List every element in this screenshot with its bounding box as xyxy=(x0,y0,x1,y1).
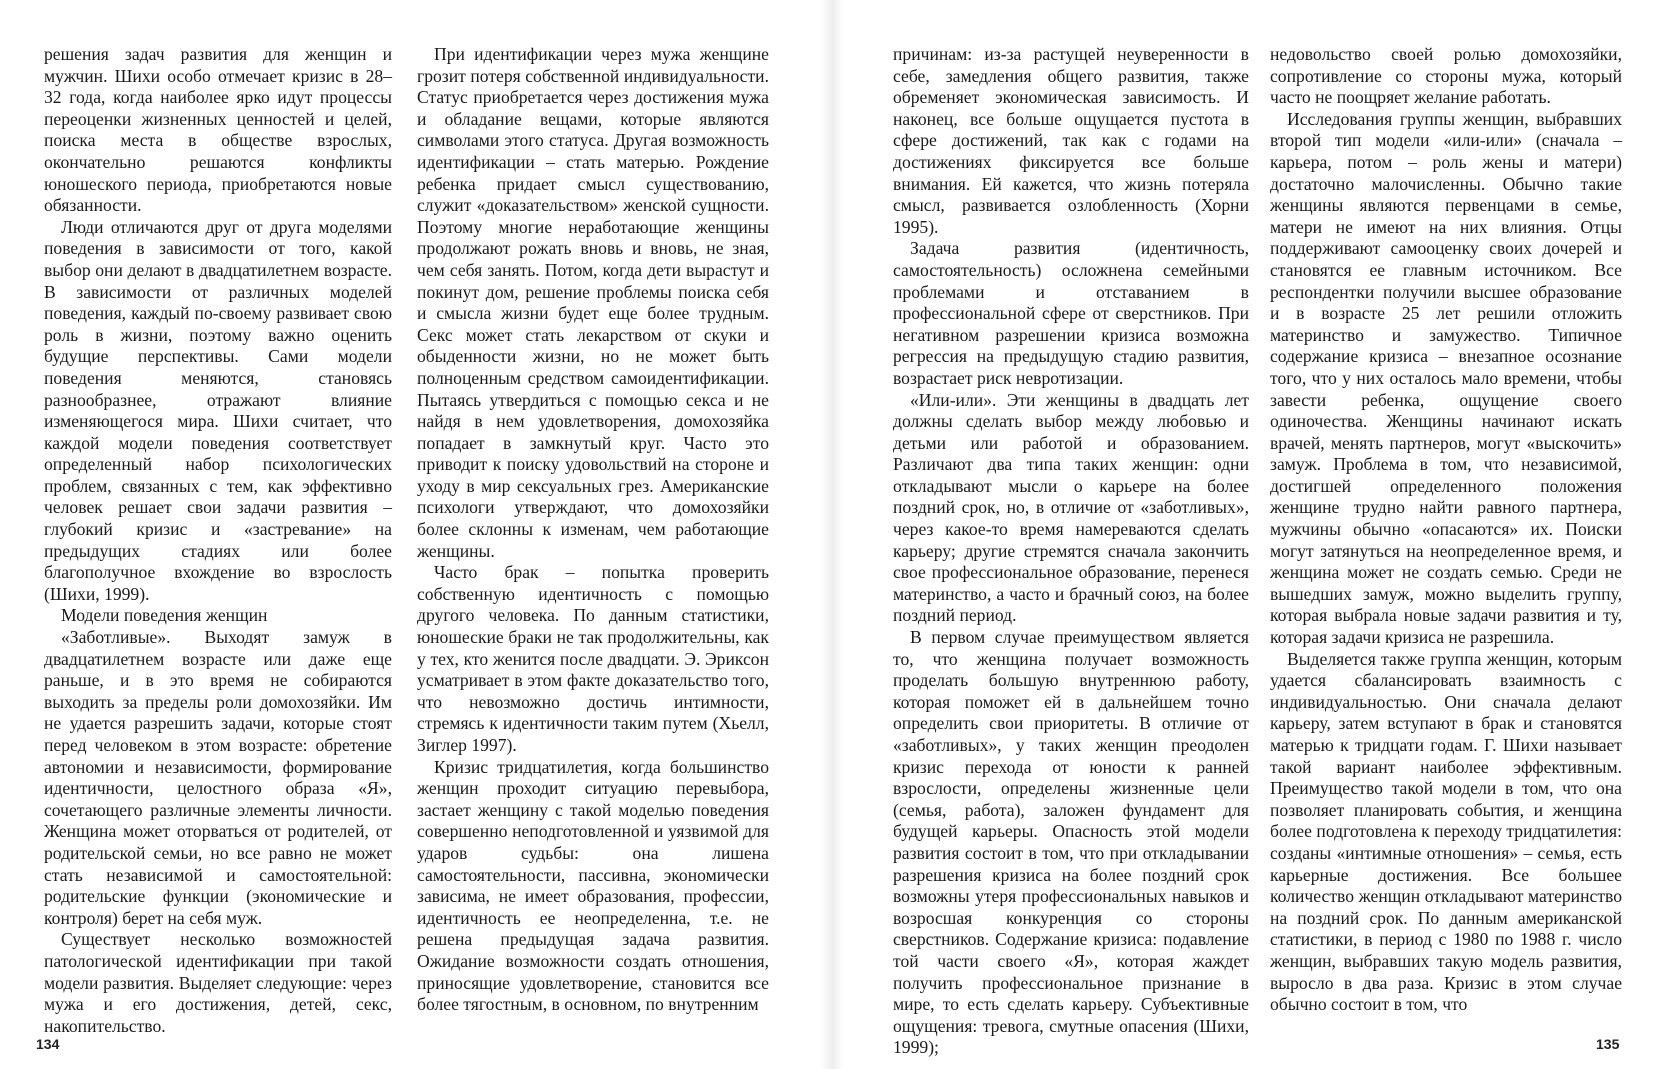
paragraph: Выделяется также группа женщин, которым удается сбалансировать взаимность с индивидуальностью. Они сначала делают карьеру, затем вступают в брак и становятся матерью к тридцати годам. Г. Шихи называет такой вариант наиболее эффективным. Преимущество такой модели в том, что она позволяет планировать события, и женщина более подготовлена к переходу тридцатилетия: созданы «интимные отношения» – семья, есть карьерные достижения. Все большее количество женщин откладывают материнство на поздний срок. По данным американской статистики, в период с 1980 по 1988 г. число женщин, выбравших такую модель развития, выросло в два раза. Кризис в этом случае обычно состоит в том, что xyxy=(1270,648,1622,1015)
paragraph: «Заботливые». Выходят замуж в двадцатилетнем возрасте или даже еще раньше, и в это время не собираются выходить за пределы роли домохозяйки. Им не удается разрешить задачи, которые стоят перед человеком в этом возрасте: обретение автономии и независимости, формирование идентичности, целостного образа «Я», сочетающего различные элементы личности. Женщина может оторваться от родителей, от родительской семьи, но все равно не может стать независимой и самостоятельной: родительские функции (экономические и контроля) берет на себя муж. xyxy=(44,627,392,928)
section-heading: Модели поведения женщин xyxy=(61,605,268,626)
left-page-number: 134 xyxy=(36,1036,60,1052)
paragraph: Кризис тридцатилетия, когда большинство женщин проходит ситуацию перевыбора, застает женщину с такой моделью поведения совершенно неподготовленной и уязвимой для ударов судьбы: она лишена самостоятельности, пассивна, экономически зависима, не имеет образования, профессии, идентичность ее неопределенна, т.е. не решена предыдущая задача развития. Ожидание возможности создать отношения, приносящие удовлетворение, становится все более тягостным, в основном, по внутренним xyxy=(417,756,769,1015)
book-gutter xyxy=(820,0,844,1069)
left-page-column-1 xyxy=(44,44,392,1037)
paragraph: Исследования группы женщин, выбравших второй тип модели «или-или» (сначала – карьера, потом – роль жены и матери) достаточно малочисленны. Обычно такие женщины являются первенцами в семье, матери не имеют на них влияния. Отцы поддерживают самооценку своих дочерей и становятся ее главным источником. Все респондентки получили высшее образование и в возрасте 25 лет решили отложить материнство и замужество. Типичное содержание кризиса – внезапное осознание того, что у них осталось мало времени, чтобы завести ребенка, ощущение своего одиночества. Женщины начинают искать врачей, менять партнеров, могут «выскочить» замуж. Проблема в том, что независимой, достигшей определенного положения женщине трудно найти равного партнера, мужчины обычно «опасаются» их. Поиски могут затянуться на неопределенное время, и женщина может не создать семью. Среди не вышедших замуж, можно выделить группу, которая выбрала новые задачи развития и ту, которая задачи кризиса не разрешила. xyxy=(1270,108,1622,648)
paragraph: причинам: из-за растущей неуверенности в себе, замедления общего развития, также обременяет экономическая зависимость. И наконец, все больше ощущается пустота в сфере достижений, так как с годами на достижениях фиксируется все больше внимания. Ей кажется, что жизнь потеряла смысл, развивается озлобленность (Хорни 1995). xyxy=(893,44,1249,237)
right-page-number: 135 xyxy=(1596,1036,1620,1052)
paragraph: решения задач развития для женщин и мужчин. Шихи особо отмечает кризис в 28–32 года, когда наиболее ярко идут процессы переоценки жизненных ценностей и целей, поиска места в обществе взрослых, окончательно решаются конфликты юношеского периода, приобретаются новые обязанности. xyxy=(44,44,392,216)
paragraph: Часто брак – попытка проверить собственную идентичность с помощью другого человека. По данным статистики, юношеские браки не так продолжительны, как у тех, кто женится после двадцати. Э. Эриксон усматривает в этом факте доказательство того, что невозможно достичь интимности, стремясь к идентичности таким путем (Хьелл, Зиглер 1997). xyxy=(417,562,769,755)
paragraph: Люди отличаются друг от друга моделями поведения в зависимости от того, какой выбор они делают в двадцатилетнем возрасте. В зависимости от различных моделей поведения, каждый по-своему развивает свою роль в жизни, поэтому важно оценить будущие перспективы. Сами модели поведения меняются, становясь разнообразнее, отражают влияние изменяющегося мира. Шихи считает, что каждой модели поведения соответствует определенный набор психологических проблем, связанных с тем, как эффективно человек решает свои задачи развития – глубокий кризис и «застревание» на предыдущих стадиях или более благополучное вхождение во взрослость (Шихи, 1999). xyxy=(44,216,392,604)
paragraph: В первом случае преимуществом является то, что женщина получает возможность проделать большую внутреннюю работу, которая поможет ей в дальнейшем точно определить свои приоритеты. В отличие от «заботливых», у таких женщин преодолен кризис перехода от юности к ранней взрослости, определены жизненные цели (семья, работа), заложен фундамент для будущей карьеры. Опасность этой модели развития состоит в том, что при откладывании разрешения кризиса на более поздний срок возможны утеря профессиональных навыков и возросшая конкуренция со стороны сверстников. Содержание кризиса: подавление той части своего «Я», которая жаждет получить профессиональное признание в мире, то есть сделать карьеру. Субъективные ощущения: тревога, смутные опасения (Шихи, 1999); xyxy=(893,627,1249,1058)
right-page-column-1 xyxy=(893,44,1249,1059)
left-page-column-2 xyxy=(417,44,769,1016)
right-page-column-2 xyxy=(1270,44,1622,1016)
paragraph: При идентификации через мужа женщине грозит потеря собственной индивидуальности. Статус приобретается через достижения мужа и обладание вещами, которые являются символами этого статуса. Другая возможность идентификации – стать матерью. Рождение ребенка придает смысл существованию, служит «доказательством» женской сущности. Поэтому многие неработающие женщины продолжают рожать вновь и вновь, не зная, чем себя занять. Потом, когда дети вырастут и покинут дом, решение проблемы поиска себя и смысла жизни будет еще более трудным. Секс может стать лекарством от скуки и обыденности жизни, но не может быть полноценным средством самоидентификации. Пытаясь утвердиться с помощью секса и не найдя в нем удовлетворения, домохозяйка попадает в замкнутый круг. Часто это приводит к поиску удовольствий на стороне и уходу в мир сексуальных грез. Американские психологи утверждают, что домохозяйки более склонны к изменам, чем работающие женщины. xyxy=(417,44,769,561)
paragraph: Задача развития (идентичность, самостоятельность) осложнена семейными проблемами и отставанием в профессиональной сфере от сверстников. При негативном разрешении кризиса возможна регрессия на предыдущую стадию развития, возрастает риск невротизации. xyxy=(893,238,1249,388)
paragraph: «Или-или». Эти женщины в двадцать лет должны сделать выбор между любовью и детьми или работой и образованием. Различают два типа таких женщин: одни откладывают мысли о карьере на более поздний срок, но, в отличие от «заботливых», через какое-то время намереваются сделать карьеру; другие стремятся сначала закончить свое профессиональное образование, перенеся материнство, а часто и брачный союз, на более поздний период. xyxy=(893,389,1249,626)
paragraph: Существует несколько возможностей патологической идентификации при такой модели развития. Выделяет следующие: через мужа и его достижения, детей, секс, накопительство. xyxy=(44,929,392,1036)
paragraph: недовольство своей ролью домохозяйки, сопротивление со стороны мужа, который часто не поощряет желание работать. xyxy=(1270,44,1622,108)
